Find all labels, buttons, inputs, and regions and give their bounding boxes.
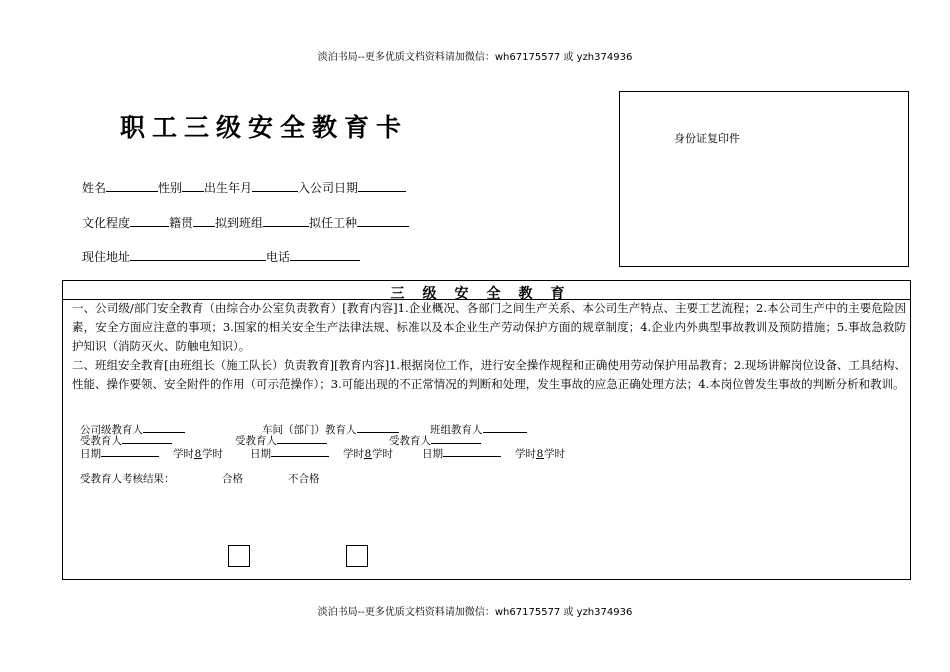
date-hours-3: 日期 学时8学时 — [422, 448, 565, 460]
birth-label: 出生年月 — [204, 181, 253, 195]
educatee-3: 受教育人 — [389, 433, 481, 448]
info-row-1 — [82, 179, 406, 196]
educatee-1: 受教育人 — [80, 433, 172, 448]
fail-checkbox[interactable] — [346, 545, 368, 567]
educatee-2: 受教育人 — [235, 433, 327, 448]
team-field[interactable] — [263, 214, 309, 227]
company-education-text: 一、公司级/部门安全教育（由综合办公室负责教育）[教育内容]1.企业概况、各部门之间生产关系、本公司生产特点、主要工艺流程；2.本公司生产中的主要危险因素，安全方面应注意的事项；3.国家的相关安全生产法律法规、标准以及本企业生产劳动保护方面的规章制度；4.企业内外典型事故教训及预防措施；5.事故急救防护知识（消防灭火、防触电知识）。 — [72, 301, 906, 353]
fail-label: 不合格 — [288, 473, 320, 485]
company-educator: 公司级教育人 — [80, 422, 185, 437]
address-field[interactable] — [130, 248, 266, 261]
education-field[interactable] — [130, 214, 169, 227]
name-label: 姓名 — [82, 181, 107, 195]
phone-field[interactable] — [290, 248, 360, 261]
educatee-3-field[interactable] — [431, 433, 481, 444]
job-field[interactable] — [357, 214, 409, 227]
native-place-label: 籍贯 — [169, 216, 194, 230]
watermark-bottom: 淡泊书局--更多优质文档资料请加微信：wh67175577 或 yzh374936 — [317, 607, 633, 618]
team-educator: 班组教育人 — [430, 422, 527, 437]
section-title: 三级安全教育 — [390, 286, 583, 302]
pass-label: 合格 — [222, 473, 243, 485]
date-2-field[interactable] — [271, 446, 329, 457]
hours-2-value[interactable]: 8 — [364, 448, 372, 460]
team-education-text: 二、班组安全教育[由班组长（施工队长）负责教育][教育内容]1.根据岗位工作，进行安全操作规程和正确使用劳动保护用品教育；2.现场讲解岗位设备、工具结构、性能、操作要领、安全附件的作用（可示范操作）；3.可能出现的不正常情况的判断和处理，发生事故的应急正确处理方法；4.本岗位曾发生事故的判断分析和教训。 — [72, 358, 906, 391]
info-row-2 — [82, 214, 409, 231]
watermark-top: 淡泊书局--更多优质文档资料请加微信：wh67175577 或 yzh374936 — [317, 52, 633, 63]
assessment-label: 受教育人考核结果： — [80, 473, 175, 485]
date-hours-2: 日期 学时8学时 — [250, 448, 393, 460]
date-1-field[interactable] — [101, 446, 159, 457]
hours-1-value[interactable]: 8 — [194, 448, 202, 460]
team-label: 拟到班组 — [215, 216, 264, 230]
entry-date-label: 入公司日期 — [298, 181, 359, 195]
page-title: 职工三级安全教育卡 — [120, 113, 409, 142]
info-row-3 — [82, 248, 360, 265]
phone-label: 电话 — [266, 250, 291, 264]
hours-3-value[interactable]: 8 — [536, 448, 544, 460]
date-hours-1: 日期 学时8学时 — [80, 448, 223, 460]
name-field[interactable] — [106, 179, 158, 192]
workshop-educator-field[interactable] — [357, 422, 399, 433]
education-label: 文化程度 — [82, 216, 131, 230]
pass-checkbox[interactable] — [228, 545, 250, 567]
birth-field[interactable] — [252, 179, 298, 192]
address-label: 现住地址 — [82, 250, 131, 264]
gender-label: 性别 — [158, 181, 183, 195]
company-educator-field[interactable] — [143, 422, 185, 433]
workshop-educator: 车间（部门）教育人 — [262, 422, 399, 437]
id-photo-box — [619, 91, 909, 267]
gender-field[interactable] — [182, 179, 204, 192]
educatee-1-field[interactable] — [122, 433, 172, 444]
entry-date-field[interactable] — [358, 179, 406, 192]
educatee-2-field[interactable] — [277, 433, 327, 444]
photo-label: 身份证复印件 — [674, 132, 740, 145]
native-place-field[interactable] — [193, 214, 215, 227]
date-3-field[interactable] — [443, 446, 501, 457]
job-label: 拟任工种 — [309, 216, 358, 230]
team-educator-field[interactable] — [483, 422, 527, 433]
